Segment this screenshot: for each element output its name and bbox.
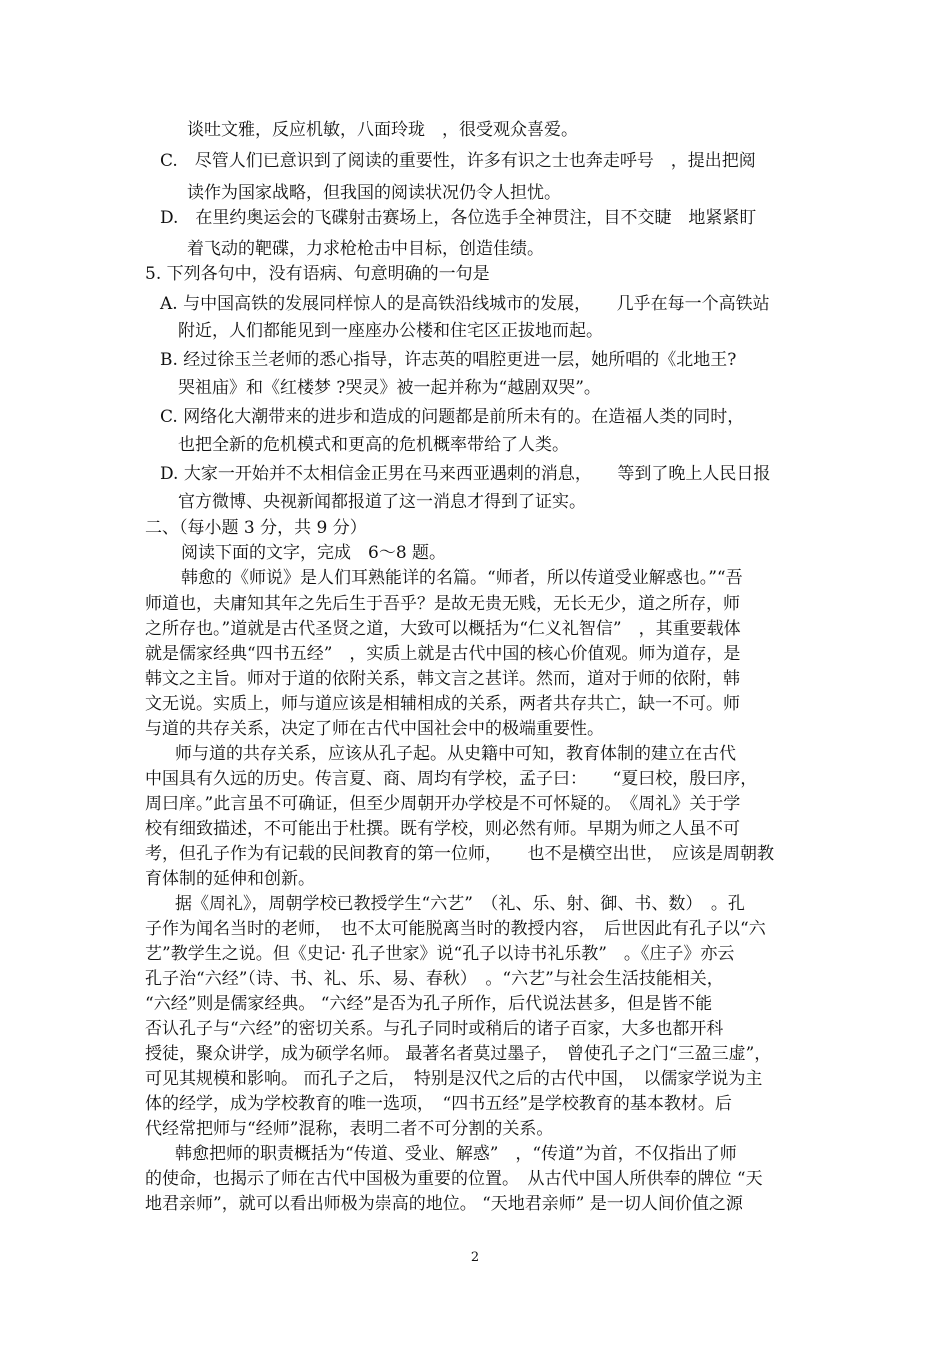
text-segment: 子作为闻名当时的老师， 也不太可能脱离当时的教授内容， 后世因此有孔子以“六 — [145, 919, 766, 939]
text-line — [145, 1192, 743, 1216]
text-line — [145, 1067, 762, 1091]
text-line — [160, 405, 744, 429]
text-segment: 附近，人们都能见到一座座办公楼和住宅区正拔地而起。 — [178, 321, 603, 341]
text-segment: 据《周礼》，周朝学校已教授学生“六艺” （礼、乐、射、御、书、数） 。孔 — [175, 894, 745, 914]
text-segment: 韩文之主旨。师对于道的依附关系，韩文言之甚详。然而，道对于师的依附，韩 — [145, 669, 740, 689]
text-line — [145, 942, 734, 966]
text-line — [160, 462, 770, 486]
text-line — [160, 149, 756, 173]
text-line — [145, 767, 757, 791]
text-segment: 考，但孔子作为有记载的民间教育的第一位师， 也不是横空出世， 应该是周朝教 — [145, 844, 774, 864]
text-segment: 官方微博、央视新闻都报道了这一消息才得到了证实。 — [178, 492, 586, 512]
text-segment: D. 在里约奥运会的飞碟射击赛场上，各位选手全神贯注， — [160, 208, 604, 228]
text-line — [160, 348, 736, 372]
text-segment: 地君亲师”，就可以看出师极为崇高的地位。 “天地君亲师” 是一切人间价值之源 — [145, 1194, 743, 1214]
text-segment: 哭祖庙》和《红楼梦 ?哭灵》被一起并称为“越剧双哭”。 — [178, 378, 601, 398]
emphasized-phrase: 目不交睫 — [603, 208, 672, 228]
text-segment: A. 与中国高铁的发展同样惊人的是高铁沿线城市的发展， 几乎在每一个高铁站 — [160, 294, 770, 314]
text-segment: 孔子治“六经”（诗、书、礼、乐、易、春秋） 。“六艺”与社会生活技能相关， — [145, 969, 724, 989]
text-segment: 中国具有久远的历史。传言夏、商、周均有学校，孟子曰： “夏曰校，殷曰序， — [145, 769, 758, 789]
text-segment: 校有细致描述，不可能出于杜撰。既有学校，则必然有师。早期为师之人虽不可 — [145, 819, 740, 839]
text-segment: 师与道的共存关系，应该从孔子起。从史籍中可知，教育体制的建立在古代 — [175, 744, 736, 764]
text-line — [178, 490, 586, 514]
text-segment: “六经”则是儒家经典。 “六经”是否为孔子所作，后代说法甚多，但是皆不能 — [145, 994, 713, 1014]
text-line — [145, 1167, 763, 1191]
text-line — [181, 541, 446, 565]
text-line — [145, 842, 774, 866]
text-segment: 文无说。实质上，师与道应该是相辅相成的关系，两者共存共亡，缺一不可。师 — [145, 694, 740, 714]
text-line — [145, 717, 604, 741]
text-line — [145, 917, 766, 941]
text-line — [145, 1092, 732, 1116]
text-line — [178, 376, 601, 400]
text-line — [145, 1042, 771, 1066]
emphasized-phrase: 八面玲珑 — [357, 120, 425, 140]
text-segment: 育体制的延伸和创新。 — [145, 869, 315, 889]
text-line — [145, 617, 741, 641]
text-segment: 师道也，夫庸知其年之先后生于吾乎？是故无贵无贱，无长无少，道之所存，师 — [145, 594, 740, 614]
text-segment: 二、（每小题 3 分，共 9 分） — [145, 518, 367, 538]
text-segment: 与道的共存关系，决定了师在古代中国社会中的极端重要性。 — [145, 719, 604, 739]
text-segment: 代经常把师与“经师”混称，表明二者不可分割的关系。 — [145, 1119, 554, 1139]
text-segment: 5. 下列各句中，没有语病、句意明确的一句是 — [145, 264, 490, 284]
text-segment: 的使命，也揭示了师在古代中国极为重要的位置。 从古代中国人所供奉的牌位 “天 — [145, 1169, 763, 1189]
text-segment: 之所存也。”道就是古代圣贤之道，大致可以概括为“仁义礼智信” ，其重要载体 — [145, 619, 741, 639]
text-segment: D. 大家一开始并不太相信金正男在马来西亚遇刺的消息， 等到了晚上人民日报 — [160, 464, 771, 484]
text-segment: 阅读下面的文字，完成 6～8 题。 — [181, 543, 447, 563]
text-line — [145, 792, 740, 816]
text-segment: 韩愈的《师说》是人们耳熟能详的名篇。“师者，所以传道受业解惑也。”“吾 — [181, 568, 743, 588]
text-line — [145, 262, 490, 286]
text-line — [145, 516, 367, 540]
text-segment: 可见其规模和影响。 而孔子之后， 特别是汉代之后的古代中国， 以儒家学说为主 — [145, 1069, 763, 1089]
text-line — [145, 642, 740, 666]
text-segment: 谈吐文雅，反应机敏， — [187, 120, 357, 140]
text-line — [187, 181, 561, 205]
text-line — [145, 867, 315, 891]
text-line — [175, 1142, 737, 1166]
text-segment: C. 网络化大潮带来的进步和造成的问题都是前所未有的。在造福人类的同时， — [160, 407, 745, 427]
page-number: 2 — [470, 1250, 480, 1265]
text-segment: 也把全新的危机模式和更高的危机概率带给了人类。 — [178, 435, 569, 455]
text-segment: 地紧紧盯 — [671, 208, 757, 228]
text-segment: ，提出把阅 — [653, 151, 756, 171]
text-segment: 授徒，聚众讲学，成为硕学名师。 最著名者莫过墨子， 曾使孔子之门“三盈三虚”， — [145, 1044, 772, 1064]
text-line — [175, 742, 736, 766]
text-line — [187, 237, 544, 261]
text-segment: 否认孔子与“六经”的密切关系。与孔子同时或稍后的诸子百家，大多也都开科 — [145, 1019, 724, 1039]
text-line — [175, 892, 745, 916]
text-segment: 着飞动的靶碟，力求枪枪击中目标，创造佳绩。 — [187, 239, 544, 259]
text-segment: ，很受观众喜爱。 — [425, 120, 578, 140]
text-segment: 艺”教学生之说。但《史记· 孔子世家》说“孔子以诗书礼乐教” 。《庄子》亦云 — [145, 944, 735, 964]
emphasized-phrase: 奔走呼号 — [585, 151, 654, 171]
text-segment: 韩愈把师的职责概括为“传道、受业、解惑” ，“传道”为首，不仅指出了师 — [175, 1144, 737, 1164]
text-line — [160, 292, 770, 316]
text-line — [145, 1117, 553, 1141]
text-line — [145, 1017, 723, 1041]
text-line — [145, 592, 740, 616]
text-segment: 读作为国家战略，但我国的阅读状况仍令人担忧。 — [187, 183, 561, 203]
text-segment: 周曰庠。”此言虽不可确证，但至少周朝开办学校是不可怀疑的。 《周礼》关于学 — [145, 794, 741, 814]
text-line — [160, 206, 756, 230]
text-segment: 体的经学，成为学校教育的唯一选项， “四书五经”是学校教育的基本教材。后 — [145, 1094, 732, 1114]
text-line — [145, 992, 712, 1016]
text-line — [145, 692, 740, 716]
text-line — [178, 433, 569, 457]
text-line — [181, 566, 743, 590]
text-segment: B. 经过徐玉兰老师的悉心指导，许志英的唱腔更进一层，她所唱的《北地王? — [160, 350, 737, 370]
text-line — [145, 817, 740, 841]
text-segment: C. 尽管人们已意识到了阅读的重要性，许多有识之士也 — [160, 151, 586, 171]
text-segment: 就是儒家经典“四书五经” ，实质上就是古代中国的核心价值观。师为道存，是 — [145, 644, 741, 664]
text-line — [145, 967, 724, 991]
text-line — [145, 667, 740, 691]
text-line — [187, 118, 578, 142]
text-line — [178, 319, 603, 343]
